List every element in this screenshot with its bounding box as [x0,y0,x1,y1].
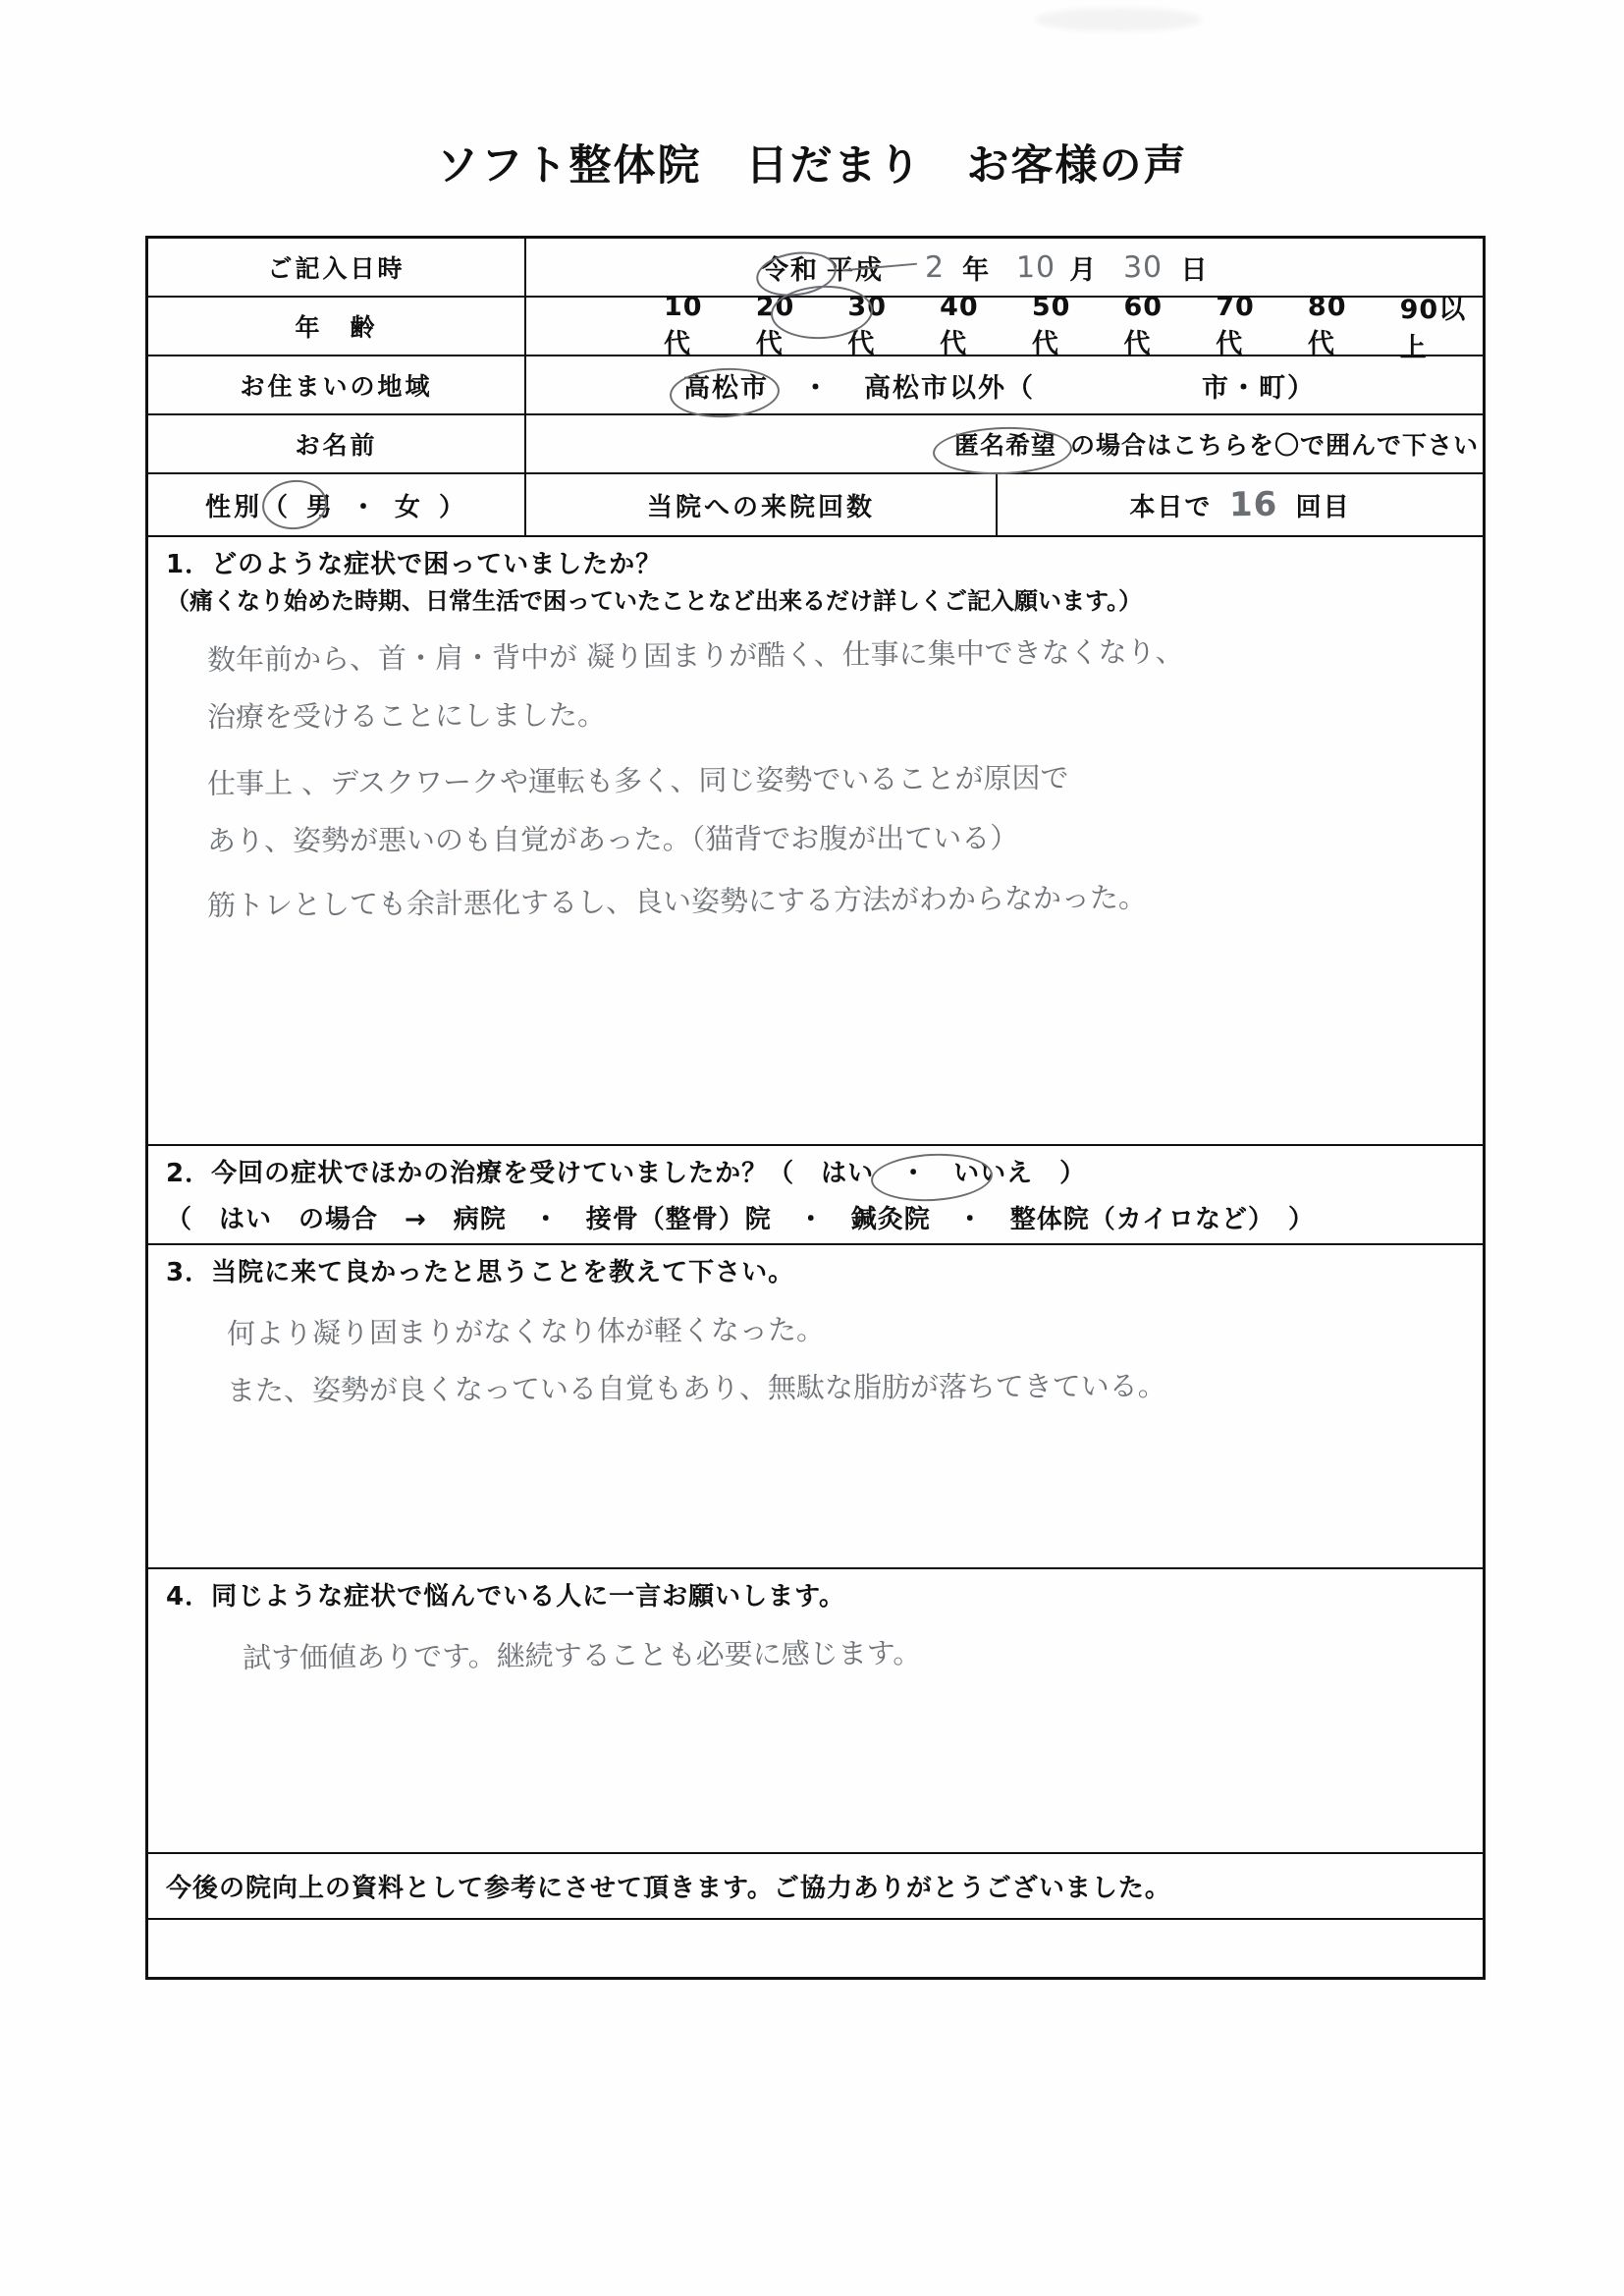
question-1-number: 1． [166,550,212,579]
question-1-subtitle: （痛くなり始めた時期、日常生活で困っていたことなど出来るだけ詳しくご記入願います。） [166,586,1143,615]
row-area [148,356,1483,415]
visits-prefix: 本日で [1129,492,1213,522]
question-2-number: 2． [166,1159,212,1188]
footer-note: 今後の院向上の資料として参考にさせて頂きます。ご協力ありがとうございました。 [166,1873,1171,1903]
row-name [148,415,1483,474]
age-option-80[interactable]: 80代 [1307,292,1347,359]
anonymous-note: の場合はこちらを〇で囲んで下さい [1069,431,1479,460]
answer-line: また、姿勢が良くなっている自覚もあり、無駄な脂肪が落ちてきている。 [226,1369,1166,1408]
gender-option-male[interactable]: 男 [305,492,335,522]
form-bottom-space [148,1920,1483,1977]
question-3-number: 3． [166,1257,212,1287]
area-label: お住まいの地域 [148,356,526,413]
visits-value-cell [998,474,1483,535]
question-2-block [148,1146,1483,1245]
name-label: お名前 [148,415,526,472]
date-label: ご記入日時 [148,239,526,296]
age-option-60[interactable]: 60代 [1123,292,1164,359]
age-label: 年 齢 [148,298,526,355]
area-separator: ・ [802,372,831,404]
date-month-unit: 月 [1069,254,1099,286]
question-2-title-line [166,1156,1483,1193]
question-4-number: 4． [166,1581,212,1612]
gender-label-prefix: 性別（ [204,492,291,522]
answer-line: 仕事上 、デスクワークや運転も多く、同じ姿勢でいることが原因で [206,761,1069,801]
age-option-70[interactable]: 70代 [1216,292,1255,359]
answer-line: 筋トレとしても余計悪化するし、良い姿勢にする方法がわからなかった。 [206,881,1148,923]
question-1-title: どのような症状で困っていましたか？ [211,550,663,579]
answer-line: あり、姿勢が悪いのも自覚があった。（猫背でお腹が出ている） [206,821,1019,858]
gender-separator: ・ [350,492,379,522]
gender-option-female[interactable]: 女 [395,492,424,522]
gender-label-suffix: ） [439,492,468,522]
date-year-value: 2 [924,249,946,285]
date-month-value: 10 [1015,249,1056,285]
name-value-cell[interactable] [526,415,1483,472]
area-option-other[interactable]: 高松市以外（ [864,372,1035,404]
era-reiwa[interactable]: 令和 [762,254,819,286]
area-option-takamatsu[interactable]: 高松市 [683,372,769,404]
visits-count: 16 [1229,484,1278,525]
question-3-answer [166,1291,1483,1419]
question-3-block [148,1245,1483,1569]
age-option-20[interactable]: 20代 [755,292,795,359]
age-option-10[interactable]: 10代 [664,292,703,359]
question-3-title: 当院に来て良かったと思うことを教えて下さい。 [211,1257,795,1287]
anonymous-option[interactable]: 匿名希望 [953,431,1056,460]
answer-line: 数年前から、首・肩・背中が 凝り固まりが酷く、仕事に集中できなくなり、 [206,634,1184,678]
area-option-other-tail: 市・町） [1202,372,1316,404]
questionnaire-form [145,236,1486,1980]
question-1-answer [166,618,1483,934]
answer-line: 試す価値ありです。継続することも必要に感じます。 [242,1636,922,1675]
era-heisei[interactable]: 平成 [827,254,884,286]
answer-line: 治療を受けることにしました。 [206,698,607,735]
row-gender-visits [148,474,1483,537]
question-4-answer [166,1615,1483,1686]
answer-line: 何より凝り固まりがなくなり体が軽くなった。 [226,1313,826,1351]
question-2-title: 今回の症状でほかの治療を受けていましたか？（ はい ・ いいえ ） [211,1159,1087,1188]
date-day-value: 30 [1123,249,1164,285]
row-age [148,292,1483,363]
question-4-title: 同じような症状で悩んでいる人に一言お願いします。 [211,1581,846,1612]
date-day-unit: 日 [1180,254,1210,286]
age-option-40[interactable]: 40代 [940,292,979,359]
visits-label: 当院への来院回数 [526,474,998,535]
question-2-line2: （ はい の場合 → 病院 ・ 接骨（整骨）院 ・ 鍼灸院 ・ 整体院（カイロなど） ） [166,1204,1316,1234]
age-value-cell [526,292,1483,363]
page-title: ソフト整体院 日だまり お客様の声 [436,141,1188,191]
visits-suffix: 回目 [1295,492,1351,522]
date-year-unit: 年 [962,254,992,286]
age-option-30[interactable]: 30代 [847,292,887,359]
question-1-title-line [166,547,1483,584]
age-option-50[interactable]: 50代 [1031,292,1071,359]
age-option-90plus[interactable]: 90以上 [1399,295,1467,363]
scan-artifact [1035,8,1202,31]
footer-note-row [148,1854,1483,1920]
question-3-title-line [166,1255,1483,1292]
gender-cell [148,474,526,535]
question-4-title-line [166,1579,1483,1616]
area-value-cell [526,356,1483,413]
question-4-block [148,1569,1483,1854]
question-1-block [148,537,1483,1146]
